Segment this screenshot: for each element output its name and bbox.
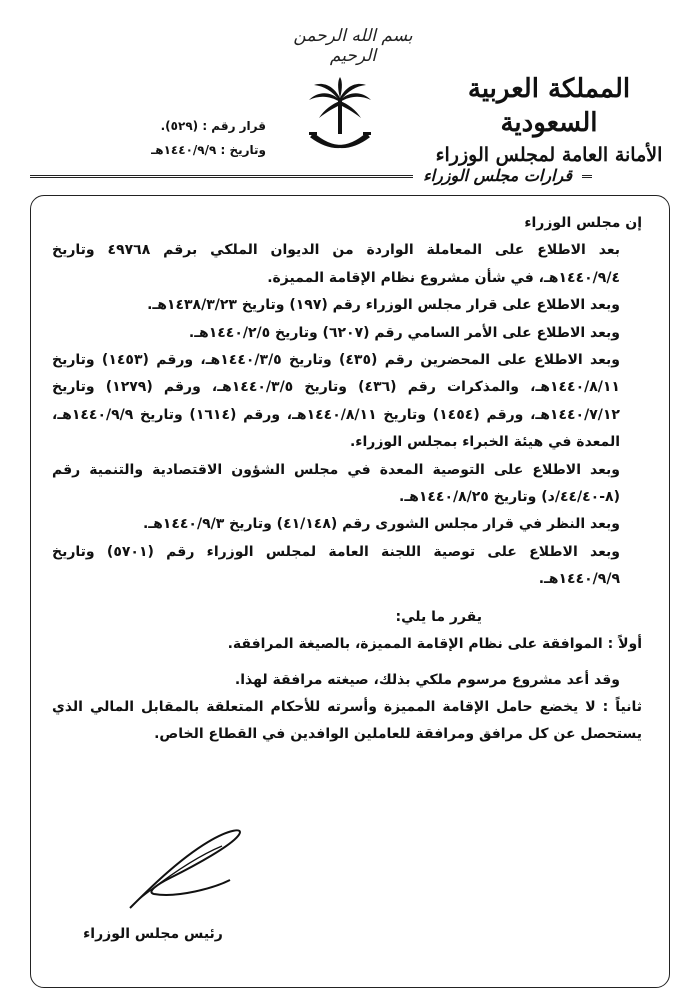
emblem-graphic (305, 76, 375, 160)
paragraph-royal-order: وبعد الاطلاع على الأمر السامي رقم (٦٢٠٧) وتاريخ ١٤٤٠/٢/٥هـ. (188, 324, 620, 341)
council-decisions-label: قرارات مجلس الوزراء (413, 166, 582, 185)
decision-body (52, 210, 642, 749)
decision-number: قرار رقم : (٥٢٩). (160, 119, 266, 133)
basmala-calligraphy: بسم الله الرحمن الرحيم (293, 26, 413, 66)
paragraph-council-decision: وبعد الاطلاع على قرار مجلس الوزراء رقم (١٩٧) وتاريخ ١٤٣٨/٣/٢٣هـ. (147, 297, 620, 314)
palm-swords-emblem-icon (305, 76, 375, 160)
resolves-heading: يقرر ما يلي: (395, 608, 482, 625)
clause-first: أولاً : الموافقة على نظام الإقامة المميزة، بالصيغة المرافقة. (227, 636, 642, 653)
clause-second: ثانياً : لا يخضع حامل الإقامة المميزة وأسرته للأحكام المتعلقة بالمقابل المالي الذي يستحصل عن كل مرافق ومرافقة للعاملين الوافدين في القطاع الخاص. (52, 698, 642, 743)
decision-reference (146, 114, 266, 162)
secretariat-title: الأمانة العامة لمجلس الوزراء (435, 144, 663, 166)
clause-first-note: وقد أعد مشروع مرسوم ملكي بذلك، صيغته مرافقة لهذا. (234, 671, 620, 688)
paragraph-minutes: وبعد الاطلاع على المحضرين رقم (٤٣٥) وتاريخ ١٤٤٠/٣/٥هـ، ورقم (١٤٥٣) وتاريخ ١٤٤٠/٨/١١هـ، والمذكرات رقم (٤٣٦) وتاريخ ١٤٤٠/٣/٥هـ، ورقم (١٢٧٩) وتاريخ ١٤٤٠/٧/١٢هـ، ورقم (١٤٥٤) وتاريخ ١٤٤٠/٨/١١هـ، ورقم (١٦١٤) وتاريخ ١٤٤٠/٩/٩هـ، المعدة في هيئة الخبراء بمجلس الوزراء. (52, 352, 620, 451)
signatory-title: رئيس مجلس الوزراء (83, 926, 223, 942)
opening-line: إن مجلس الوزراء (524, 215, 642, 231)
paragraph-shura-council: وبعد النظر في قرار مجلس الشورى رقم (٤١/١٤٨) وتاريخ ١٤٤٠/٩/٣هـ. (142, 516, 620, 533)
paragraph-economic-council: وبعد الاطلاع على التوصية المعدة في مجلس الشؤون الاقتصادية والتنمية رقم (٨-٤٤/٤٠/د) وتاريخ ١٤٤٠/٨/٢٥هـ. (52, 461, 620, 506)
letterhead-titles (424, 72, 674, 168)
signature-scribble (118, 820, 258, 920)
kingdom-title: المملكة العربية السعودية (467, 74, 631, 138)
decision-date: وتاريخ : ١٤٤٠/٩/٩هـ (151, 143, 266, 157)
paragraph-royal-court: بعد الاطلاع على المعاملة الواردة من الديوان الملكي برقم ٤٩٧٦٨ وتاريخ ١٤٤٠/٩/٤هـ، في شأن مشروع نظام الإقامة المميزة. (52, 242, 620, 286)
paragraph-general-committee: وبعد الاطلاع على توصية اللجنة العامة لمجلس الوزراء رقم (٥٧٠١) وتاريخ ١٤٤٠/٩/٩هـ. (52, 543, 620, 588)
handwritten-signature (118, 820, 258, 920)
